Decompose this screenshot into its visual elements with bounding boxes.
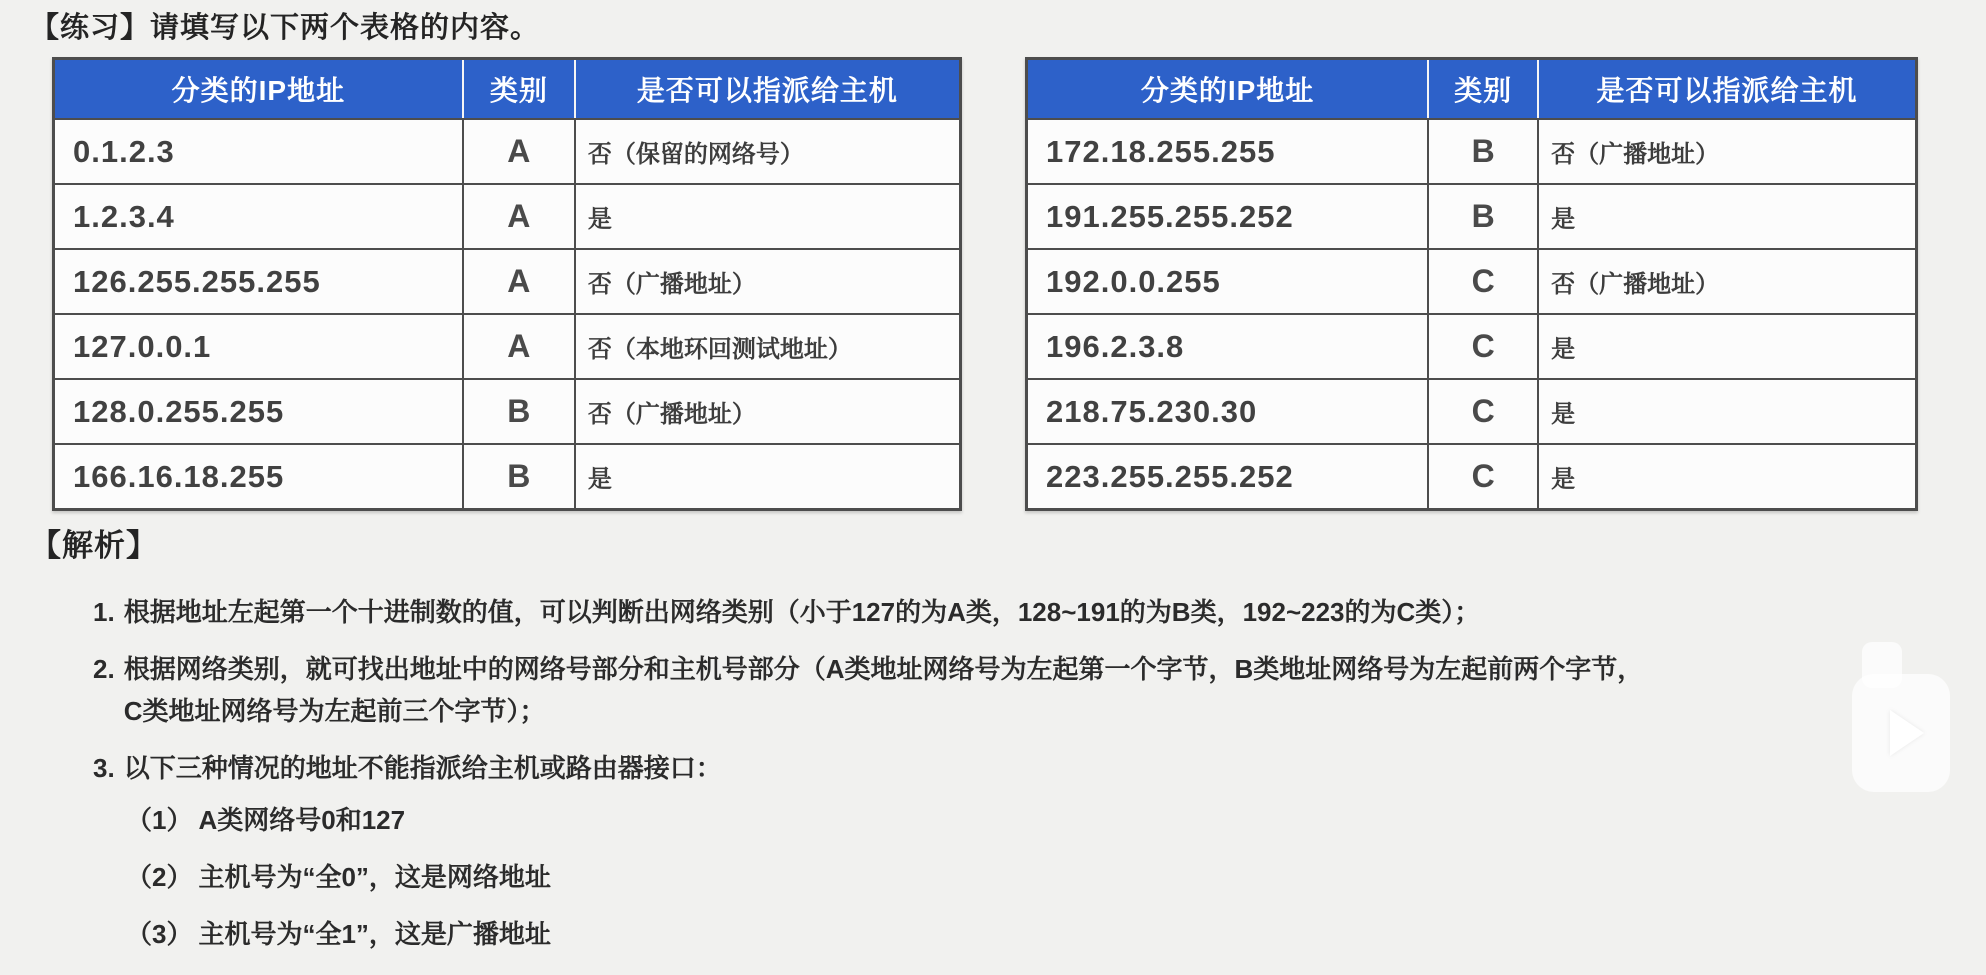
class-cell: A [462, 185, 574, 248]
class-cell: C [1427, 250, 1537, 313]
analysis-item-1 [30, 591, 1920, 633]
subitem-number: （3） [126, 919, 193, 950]
item-text-line1: 根据网络类别，就可找出地址中的网络号部分和主机号部分（A类地址网络号为左起第一个字节，B类地址网络号为左起前两个字节， [123, 654, 1644, 685]
assignable-cell: 是 [1537, 380, 1915, 443]
analysis-subitem-2 [30, 861, 1920, 895]
table-row [55, 313, 959, 378]
ip-cell: 218.75.230.30 [1046, 393, 1258, 429]
col-header-ip: 分类的IP地址 [171, 75, 346, 106]
subitem-number: （2） [126, 862, 193, 893]
col-header-assignable: 是否可以指派给主机 [574, 60, 959, 118]
class-cell: A [462, 315, 574, 378]
assignable-cell: 否（保留的网络号） [574, 120, 959, 183]
ip-cell: 1.2.3.4 [73, 198, 175, 234]
col-header-ip: 分类的IP地址 [1140, 75, 1315, 106]
col-header-assignable: 是否可以指派给主机 [1537, 60, 1915, 118]
table-row [55, 443, 959, 508]
video-play-overlay[interactable] [1852, 642, 1954, 794]
ip-cell: 127.0.0.1 [73, 328, 212, 364]
subitem-text: 主机号为“全0”，这是网络地址 [198, 862, 551, 893]
page-title: 【练习】请填写以下两个表格的内容。 [30, 12, 541, 44]
analysis-subitem-1 [30, 804, 1920, 838]
ip-cell: 192.0.0.255 [1046, 263, 1221, 299]
analysis-item-3 [30, 747, 1920, 789]
table-row [1028, 183, 1915, 248]
assignable-cell: 是 [1537, 315, 1915, 378]
col-header-class: 类别 [462, 60, 574, 118]
table-row [1028, 118, 1915, 183]
assignable-cell: 否（广播地址） [1537, 250, 1915, 313]
item-text-line2: C类地址网络号为左起前三个字节）； [123, 696, 546, 727]
table-row [1028, 313, 1915, 378]
class-cell: B [1427, 120, 1537, 183]
ip-cell: 172.18.255.255 [1046, 133, 1276, 169]
table-row [1028, 443, 1915, 508]
class-cell: C [1427, 380, 1537, 443]
play-overlay-body [1852, 674, 1950, 792]
assignable-cell: 是 [574, 185, 959, 248]
ip-cell: 128.0.255.255 [73, 393, 285, 429]
table-row [55, 183, 959, 248]
subitem-text: A类网络号0和127 [198, 805, 406, 836]
ip-table-right [1025, 57, 1918, 511]
subitem-number: （1） [126, 805, 193, 836]
class-cell: A [462, 120, 574, 183]
table-row [1028, 248, 1915, 313]
assignable-cell: 否（本地环回测试地址） [574, 315, 959, 378]
item-text: 根据地址左起第一个十进制数的值，可以判断出网络类别（小于127的为A类，128~191的为B类，192~223的为C类）； [123, 597, 1481, 627]
item-number: 2. [93, 654, 115, 685]
assignable-cell: 否（广播地址） [574, 380, 959, 443]
ip-cell: 191.255.255.252 [1046, 198, 1294, 234]
table-row [55, 118, 959, 183]
item-number: 1. [93, 597, 115, 627]
item-text [124, 648, 1920, 732]
class-cell: C [1427, 315, 1537, 378]
ip-cell: 126.255.255.255 [73, 263, 321, 299]
col-header-class: 类别 [1427, 60, 1537, 118]
class-cell: B [1427, 185, 1537, 248]
analysis-item-2 [30, 648, 1920, 732]
assignable-cell: 是 [1537, 445, 1915, 508]
table-header-row [55, 60, 959, 118]
item-text: 以下三种情况的地址不能指派给主机或路由器接口： [123, 753, 722, 784]
assignable-cell: 否（广播地址） [1537, 120, 1915, 183]
table-row [1028, 378, 1915, 443]
analysis-section [30, 520, 1920, 975]
table-row [55, 248, 959, 313]
ip-cell: 223.255.255.252 [1046, 458, 1294, 494]
class-cell: A [462, 250, 574, 313]
play-icon [1890, 710, 1924, 756]
assignable-cell: 是 [1537, 185, 1915, 248]
analysis-subitem-3 [30, 918, 1920, 952]
class-cell: B [462, 380, 574, 443]
ip-cell: 196.2.3.8 [1046, 328, 1185, 364]
table-header-row [1028, 60, 1915, 118]
ip-cell: 166.16.18.255 [73, 458, 285, 494]
class-cell: B [462, 445, 574, 508]
analysis-heading: 【解析】 [30, 528, 158, 563]
ip-cell: 0.1.2.3 [73, 133, 175, 169]
subitem-text: 主机号为“全1”，这是广播地址 [198, 919, 551, 950]
table-row [55, 378, 959, 443]
class-cell: C [1427, 445, 1537, 508]
assignable-cell: 是 [574, 445, 959, 508]
ip-table-left [52, 57, 962, 511]
item-number: 3. [93, 753, 115, 784]
assignable-cell: 否（广播地址） [574, 250, 959, 313]
